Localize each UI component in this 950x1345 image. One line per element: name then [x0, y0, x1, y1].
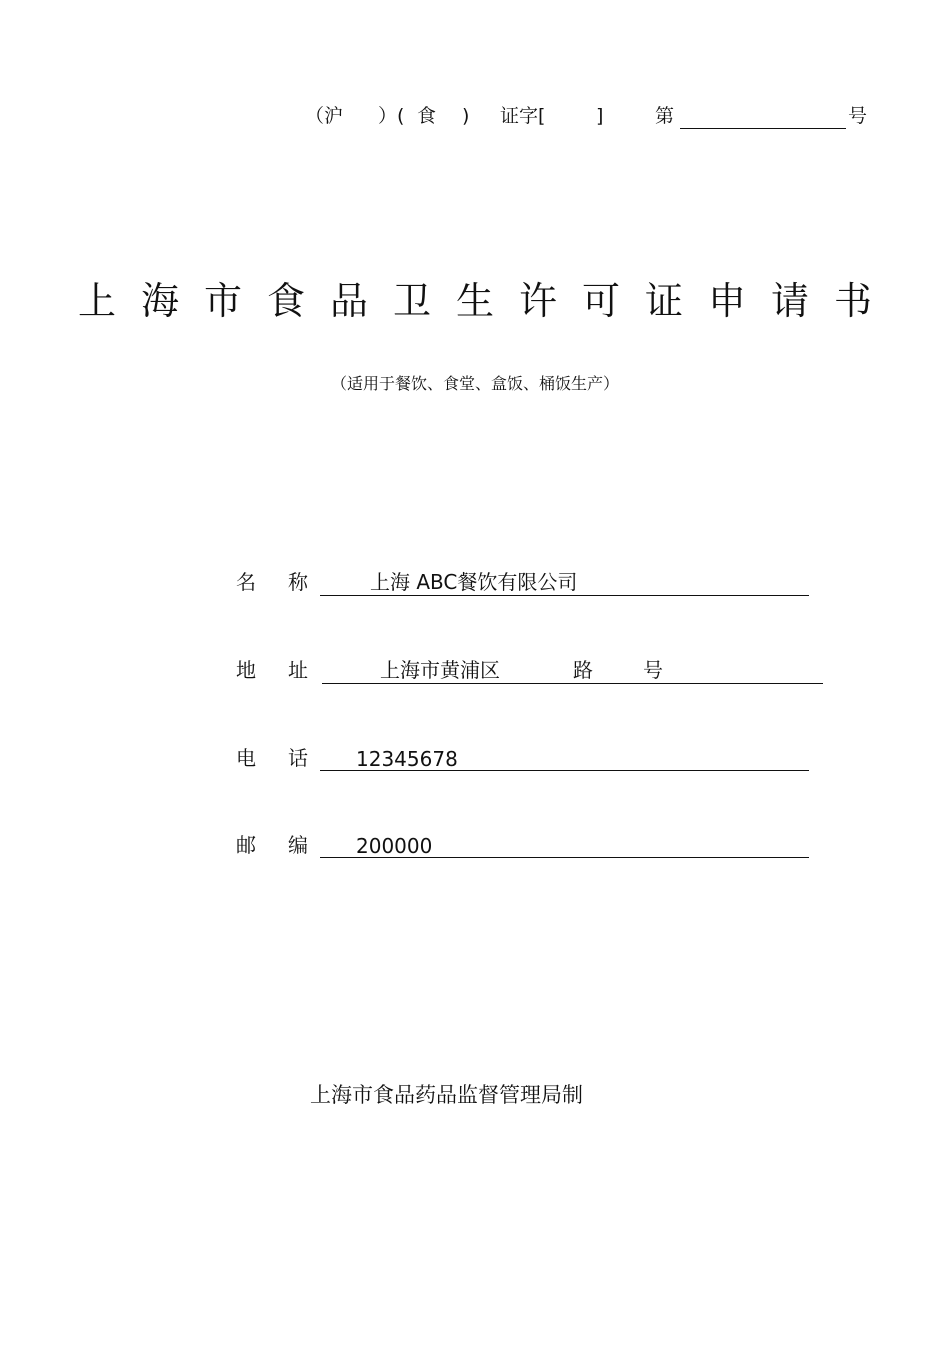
- address-label: [236, 656, 308, 684]
- title-char: 海: [140, 279, 179, 323]
- postcode-underline: [320, 857, 809, 858]
- address-road-label: 路: [573, 658, 593, 682]
- name-label: [236, 568, 308, 596]
- license-cert-label: 证字[: [500, 105, 546, 127]
- address-label-char-1: 地: [236, 658, 256, 682]
- title-char: 许: [518, 279, 557, 323]
- name-label-char-1: 名: [236, 570, 256, 594]
- license-close-paren: ）(: [378, 105, 405, 127]
- title-char: 证: [644, 279, 683, 323]
- phone-value[interactable]: 12345678: [356, 747, 458, 771]
- license-hao-label: 号: [848, 105, 868, 127]
- license-prefix: （沪: [305, 105, 344, 127]
- phone-label: [236, 744, 308, 772]
- license-number-blank[interactable]: [680, 128, 846, 129]
- postcode-label-char-2: 编: [288, 833, 308, 857]
- phone-label-char-1: 电: [236, 746, 256, 770]
- title-char: 市: [203, 279, 242, 323]
- phone-label-char-2: 话: [288, 746, 308, 770]
- name-value[interactable]: 上海 ABC餐饮有限公司: [370, 570, 578, 594]
- address-district-value[interactable]: 上海市黄浦区: [380, 658, 500, 682]
- title-char: 食: [266, 279, 305, 323]
- name-underline: [320, 595, 809, 596]
- title-char: 生: [455, 279, 494, 323]
- title-char: 品: [329, 279, 368, 323]
- title-char: 上: [77, 279, 116, 323]
- address-label-char-2: 址: [288, 658, 308, 682]
- title-char: 可: [581, 279, 620, 323]
- title-char: 书: [833, 279, 872, 323]
- phone-underline: [320, 770, 809, 771]
- issuing-authority: 上海市食品药品监督管理局制: [310, 1083, 583, 1107]
- postcode-label: [236, 831, 308, 859]
- postcode-value[interactable]: 200000: [356, 834, 433, 858]
- address-number-label: 号: [643, 658, 663, 682]
- license-di-label: 第: [655, 105, 675, 127]
- license-bracket-close: ]: [596, 105, 604, 127]
- title-char: 申: [707, 279, 746, 323]
- title-char: 请: [770, 279, 809, 323]
- postcode-label-char-1: 邮: [236, 833, 256, 857]
- page-subtitle: （适用于餐饮、食堂、盒饭、桶饭生产）: [330, 374, 619, 393]
- title-char: 卫: [392, 279, 431, 323]
- license-close-paren-2: ): [462, 105, 470, 127]
- name-label-char-2: 称: [288, 570, 308, 594]
- license-food-char: 食: [417, 105, 437, 127]
- address-underline: [322, 683, 823, 684]
